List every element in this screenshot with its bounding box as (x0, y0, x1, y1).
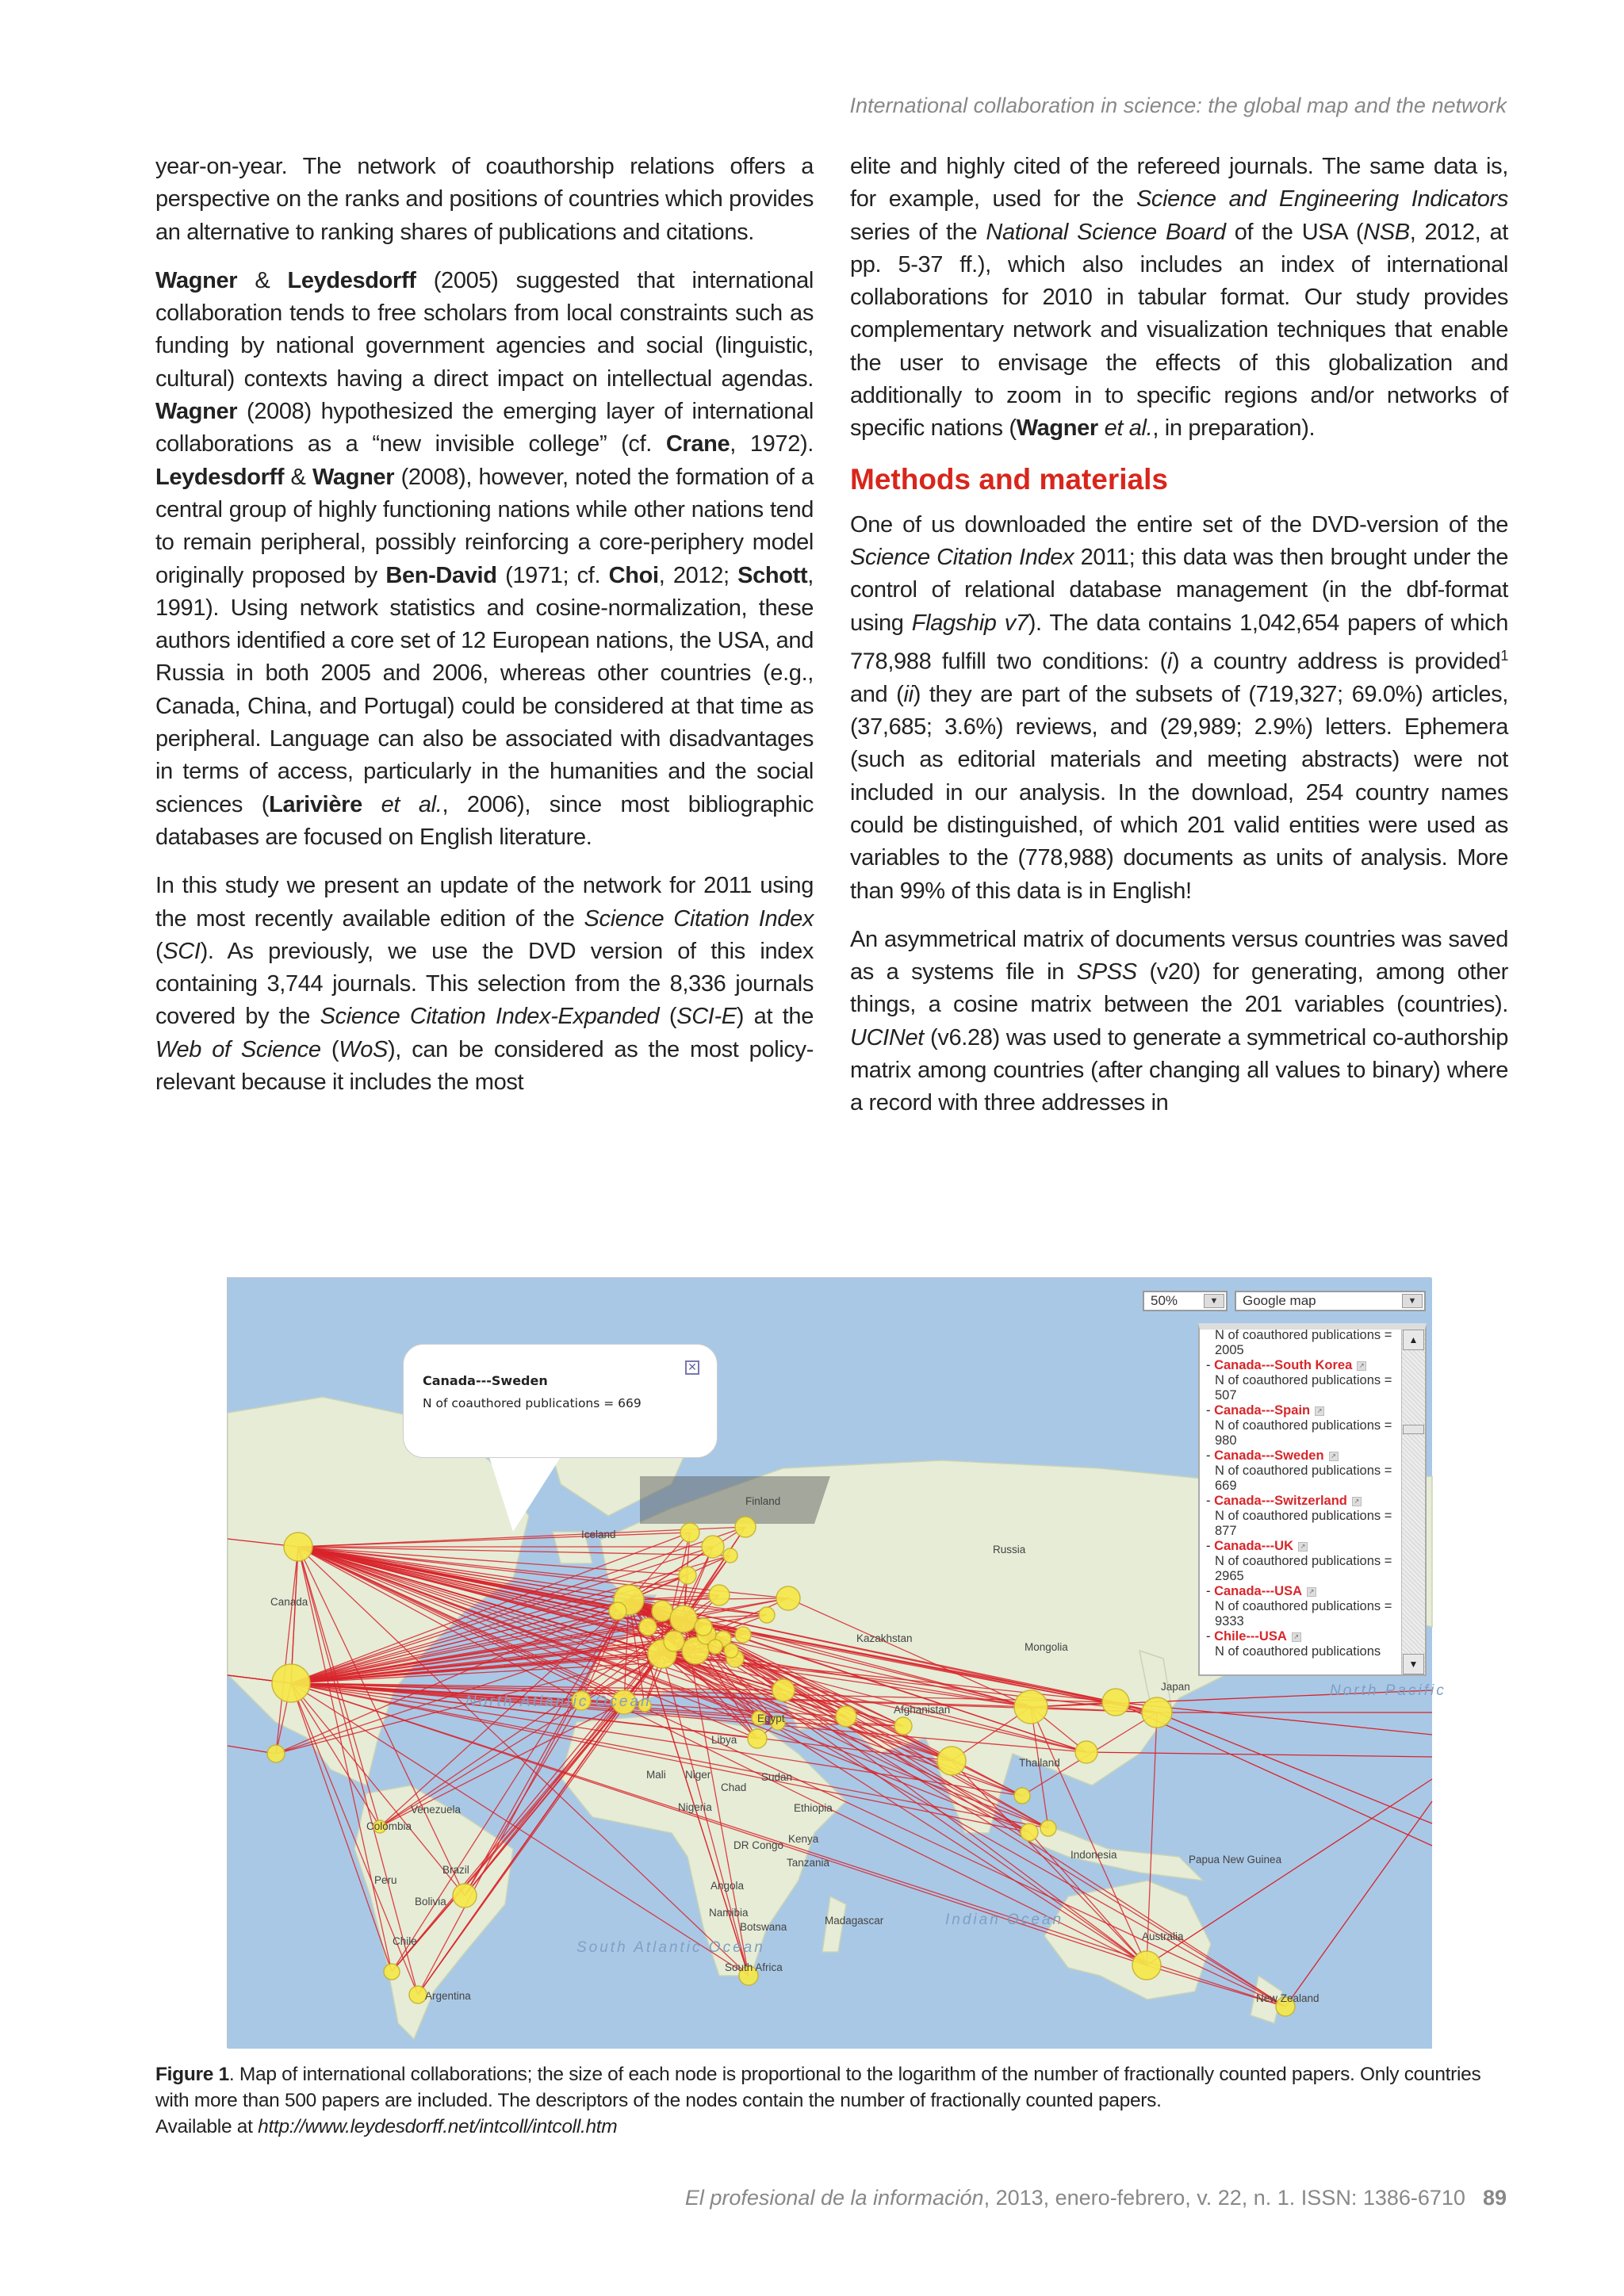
link-value: N of coauthored publications = 507 (1215, 1373, 1392, 1402)
link-list (1206, 1328, 1396, 1659)
text-run: , 1972). (730, 431, 814, 457)
text-run: SCI (163, 938, 201, 964)
text-run: ( (659, 1004, 677, 1030)
text-run: An asymmetrical matrix of documents versus countries was saved as a systems file in (850, 926, 1508, 985)
text-run: & (284, 464, 312, 490)
figure-caption (155, 2061, 1511, 2140)
text-run: ). As previously, we use the DVD version of this index containing 3,744 journals. This selection from the 8,336 journals covered by the (155, 938, 814, 1030)
map-label: Niger (685, 1769, 711, 1781)
country-node (1142, 1697, 1172, 1728)
text-run: UCINet (850, 1024, 924, 1050)
text-run: Science Citation Index-Expanded (320, 1004, 660, 1030)
link-value: N of coauthored publications = 2965 (1215, 1554, 1392, 1583)
country-node (724, 1644, 738, 1658)
country-node (652, 1601, 672, 1621)
text-run: Wagner (1016, 415, 1098, 442)
paragraph (850, 151, 1508, 446)
text-run: (2005) suggested that international collaboration tends to free scholars from local constraints such as funding by national government agencies and social (linguistic, cultural) contexts having a direct impact on intellectual agendas. (155, 267, 814, 392)
country-node (680, 1523, 699, 1542)
map-label: Kenya (788, 1833, 819, 1845)
country-node (772, 1679, 795, 1701)
text-run: ( (155, 938, 163, 964)
text-run: ii (903, 681, 914, 707)
country-node (894, 1717, 912, 1735)
link-value: N of coauthored publications = 877 (1215, 1509, 1392, 1538)
scroll-down-icon[interactable]: ▼ (1403, 1654, 1424, 1674)
info-popup (403, 1344, 718, 1458)
map-label: North Pacific (1330, 1682, 1446, 1699)
text-run: Science Citation Index (584, 905, 814, 932)
text-run: (v6.28) was used to generate a symmetrical co-authorship matrix among countries (after changing all values to binary) where a record with three addresses in (850, 1024, 1508, 1116)
map-label: Egypt (757, 1712, 785, 1724)
chevron-down-icon[interactable]: ▼ (1204, 1294, 1224, 1308)
text-run: , 2012, at pp. 5-37 ff.), which also includes an index of international collaborations for 2010 in tabular format. Our study provides complementary network and visualization techniques that enable the user to envisage the effects of this globalization and additionally to zoom in to specific regions and/or networks of specific nations ( (850, 219, 1508, 442)
country-node (639, 1618, 657, 1636)
external-link-icon[interactable]: ↗ (1352, 1497, 1362, 1506)
map-label: New Zealand (1256, 1992, 1320, 2004)
link-name[interactable]: Canada---Spain (1214, 1403, 1311, 1418)
text-run: Ben-David (385, 562, 497, 588)
country-node (776, 1586, 800, 1610)
text-run: Wagner (155, 399, 238, 425)
text-run: ). The data contains 1,042,654 papers of which 778,988 fulfill two conditions: ( (850, 610, 1508, 675)
link-list-item[interactable]: - Canada---South Korea ↗ N of coauthored publications = 507 (1206, 1358, 1396, 1403)
link-value: N of coauthored publications = 669 (1215, 1464, 1392, 1493)
text-run: One of us downloaded the entire set of the DVD-version of the (850, 511, 1508, 538)
text-run: , 2012; (658, 562, 738, 588)
paragraph (850, 924, 1508, 1120)
country-node (1021, 1823, 1038, 1841)
text-run: ) a country address is provided (1171, 649, 1501, 675)
map-label: Australia (1142, 1931, 1184, 1942)
scrollbar-thumb[interactable] (1403, 1425, 1424, 1434)
link-name[interactable]: Canada---Switzerland (1214, 1494, 1347, 1508)
popup-text: N of coauthored publications = 669 (423, 1396, 642, 1410)
close-icon[interactable]: ✕ (685, 1360, 699, 1375)
map-label: South Africa (725, 1961, 783, 1973)
text-run: 1 (1500, 647, 1508, 664)
maptype-select[interactable] (1235, 1291, 1426, 1311)
map-label: Bolivia (415, 1896, 446, 1908)
scroll-up-icon[interactable]: ▲ (1403, 1330, 1424, 1350)
text-run: NSB (1363, 219, 1410, 245)
text-run (362, 792, 381, 817)
country-node (384, 1964, 400, 1980)
country-node (759, 1607, 775, 1623)
text-run: Science Citation Index (850, 544, 1074, 570)
link-name[interactable]: Canada---Sweden (1214, 1448, 1324, 1463)
map-label: Argentina (425, 1990, 471, 2002)
external-link-icon[interactable]: ↗ (1307, 1587, 1316, 1597)
map-label: Brazil (442, 1864, 469, 1876)
map-label: Madagascar (825, 1915, 884, 1927)
text-run: Leydesdorff (155, 464, 285, 490)
paragraph (155, 265, 814, 854)
link-value: N of coauthored publications = 2005 (1215, 1328, 1392, 1357)
map-label: South Atlantic Ocean (576, 1939, 765, 1956)
text-run: Schott (737, 562, 808, 588)
link-list-item[interactable]: - Canada---UK ↗ N of coauthored publications = 2965 (1206, 1539, 1396, 1584)
journal-name: El profesional de la información (684, 2186, 984, 2210)
page-footer (685, 2186, 1507, 2210)
country-node (664, 1631, 684, 1651)
text-run: and ( (850, 681, 904, 707)
link-name[interactable]: Chile---USA (1214, 1629, 1287, 1644)
map-label: Ethiopia (794, 1802, 833, 1814)
chevron-down-icon[interactable]: ▼ (1402, 1294, 1423, 1308)
country-node (453, 1884, 477, 1908)
maptype-select-value: Google map (1243, 1293, 1316, 1308)
country-node (1102, 1689, 1129, 1716)
caption-available: Available at (155, 2116, 259, 2137)
text-run: Web of Science (155, 1036, 321, 1062)
map-label: Papua New Guinea (1189, 1854, 1282, 1866)
link-name[interactable]: Canada---USA (1214, 1584, 1303, 1598)
country-node (1014, 1788, 1030, 1804)
right-column-top (850, 151, 1508, 446)
popup-shadow (640, 1476, 830, 1524)
map-label: Chile (393, 1935, 417, 1947)
map-label: Namibia (709, 1907, 749, 1919)
external-link-icon[interactable]: ↗ (1329, 1452, 1339, 1461)
text-run: ), can be considered as the most policy-relevant because it includes the most (155, 1036, 814, 1096)
map-label: Sudan (761, 1771, 793, 1783)
text-run: National Science Board (986, 219, 1226, 245)
country-node (695, 1618, 712, 1636)
map-label: Mongolia (1025, 1641, 1068, 1653)
zoom-select[interactable] (1143, 1291, 1228, 1311)
caption-label: Figure 1 (155, 2064, 229, 2085)
country-node (284, 1533, 312, 1561)
country-node (267, 1745, 285, 1762)
map-label: Indian Ocean (945, 1911, 1064, 1928)
link-list-item[interactable]: - Canada---USA ↗ N of coauthored publications = 9333 (1206, 1584, 1396, 1629)
country-node (609, 1602, 626, 1620)
link-value: N of coauthored publications = 980 (1215, 1418, 1392, 1448)
map-label: DR Congo (733, 1839, 784, 1851)
text-run: ) they are part of the subsets of (719,327; 69.0%) articles, (37,685; 3.6%) reviews, and (29,989; 2.9%) letters. Ephemera (such as editorial materials and meeting abstracts) were not included in our analysis. In the download, 254 country names could be distinguished, of which 201 valid entities were used as variables to the (778,988) documents as units of analysis. More than 99% of this data is in English! (850, 681, 1508, 904)
text-run: of the USA ( (1225, 219, 1364, 245)
external-link-icon[interactable]: ↗ (1357, 1361, 1366, 1371)
journal-details: , 2013, enero-febrero, v. 22, n. 1. ISSN: 1386-6710 (983, 2186, 1465, 2210)
map-label: Mali (646, 1769, 666, 1781)
text-run: SCI-E (676, 1004, 737, 1030)
country-node (709, 1585, 730, 1605)
text-run: , in preparation). (1152, 415, 1316, 442)
country-node (679, 1567, 696, 1584)
paragraph (850, 509, 1508, 908)
country-node (708, 1640, 722, 1654)
country-node (735, 1627, 751, 1643)
text-run: et al. (381, 791, 442, 817)
map-label: Peru (374, 1874, 397, 1886)
text-run: SPSS (1076, 959, 1137, 985)
paragraph (155, 151, 814, 249)
text-run: & (237, 267, 288, 293)
map-label: Thailand (1019, 1757, 1060, 1769)
right-column-bottom (850, 509, 1508, 1120)
right-column (850, 151, 1508, 1136)
external-link-icon[interactable]: ↗ (1315, 1406, 1324, 1416)
text-run: i (1166, 649, 1172, 675)
country-node (1132, 1951, 1161, 1980)
running-head: International collaboration in science: the global map and the network (849, 94, 1507, 117)
external-link-icon[interactable]: ↗ (1292, 1632, 1301, 1642)
collaboration-map[interactable] (227, 1277, 1446, 2048)
country-node (1040, 1820, 1056, 1836)
section-heading: Methods and materials (850, 462, 1168, 496)
popup-title: Canada---Sweden (423, 1373, 548, 1388)
link-list-item[interactable]: - Canada---Spain ↗ N of coauthored publications = 980 (1206, 1403, 1396, 1448)
text-run: 2011; this data was then brought under the control of relational database management (in the dbf-format using (850, 544, 1508, 636)
text-run (1098, 415, 1105, 441)
map-label: North Atlantic Ocean (465, 1693, 652, 1710)
country-node (937, 1747, 966, 1775)
text-run: WoS (339, 1036, 388, 1062)
text-run: Crane (665, 431, 730, 457)
map-label: Libya (711, 1734, 737, 1746)
country-node (702, 1536, 724, 1558)
link-list-panel[interactable] (1198, 1323, 1427, 1676)
map-label: Colombia (366, 1820, 412, 1832)
map-label: Nigeria (678, 1801, 712, 1813)
link-list-item[interactable]: - Chile---USA ↗ N of coauthored publications (1206, 1629, 1396, 1659)
map-label: Botswana (740, 1921, 787, 1933)
country-node (1014, 1690, 1048, 1724)
external-link-icon[interactable]: ↗ (1298, 1542, 1308, 1552)
map-label: Canada (270, 1596, 308, 1608)
text-run: Choi (608, 562, 659, 588)
text-run: , 1991). Using network statistics and cosine-normalization, these authors identified a core set of 12 European nations, the USA, and Russia in both 2005 and 2006, whereas other countries (e.g., Canada, China, and Portugal) could be considered at that time as peripheral. Language can also be associated with disadvantages in terms of access, particularly in the humanities and the social sciences ( (155, 562, 814, 817)
country-node (409, 1986, 427, 2003)
map-label: Japan (1161, 1681, 1190, 1693)
text-run: year-on-year. The network of coauthorship relations offers a perspective on the ranks and positions of countries which provides an alternative to ranking shares of publications and citations. (155, 154, 814, 245)
map-label: Tanzania (787, 1857, 830, 1869)
map-label: Venezuela (411, 1804, 462, 1816)
country-node (723, 1548, 737, 1563)
text-run: Larivière (269, 791, 362, 817)
text-run: (v20) for generating, among other things, a cosine matrix between the 201 variables (countries). (850, 959, 1508, 1018)
text-run: Science and Engineering Indicators (1136, 186, 1508, 212)
text-run: elite and highly cited of the refereed journals. The same data is, for example, used for the (850, 154, 1508, 212)
paragraph (155, 870, 814, 1099)
text-run: ( (320, 1036, 339, 1062)
map-label: Iceland (581, 1529, 616, 1540)
text-run: (2008), however, noted the formation of a central group of highly functioning nations while other nations tend to remain peripheral, possibly reinforcing a core-periphery model originally proposed by (155, 464, 814, 588)
text-run: Flagship v7 (911, 610, 1028, 636)
scrollbar[interactable] (1401, 1330, 1425, 1674)
link-list-item[interactable]: - Canada---Sweden ↗ N of coauthored publications = 669 (1206, 1448, 1396, 1494)
country-node (1075, 1741, 1097, 1763)
caption-url-link[interactable]: http://www.leydesdorff.net/intcoll/intcoll.htm (258, 2116, 618, 2137)
text-run: In this study we present an update of the network for 2011 using the most recently available edition of the (155, 873, 814, 932)
text-run: ) at the (736, 1004, 814, 1030)
text-run: series of the (850, 219, 986, 245)
country-node (748, 1729, 767, 1748)
map-label: Chad (721, 1781, 747, 1793)
text-run: Wagner (155, 267, 238, 293)
link-value: N of coauthored publications = 9333 (1215, 1599, 1392, 1628)
text-run: et al. (1104, 415, 1153, 442)
link-name[interactable]: Canada---UK (1214, 1539, 1294, 1553)
map-label: Indonesia (1071, 1849, 1117, 1861)
text-run: (1971; cf. (496, 562, 609, 588)
map-label: Angola (710, 1880, 745, 1892)
link-list-item[interactable]: - Canada---Switzerland ↗ N of coauthored publications = 877 (1206, 1494, 1396, 1539)
map-label: Afghanistan (894, 1704, 951, 1716)
country-node (836, 1706, 856, 1727)
country-node (272, 1664, 310, 1702)
map-label: Russia (993, 1544, 1026, 1556)
country-node (670, 1605, 697, 1632)
left-column (155, 151, 814, 1115)
text-run: Wagner (312, 464, 395, 490)
map-label: Finland (745, 1495, 781, 1507)
map-label: Kazakhstan (856, 1632, 913, 1644)
zoom-select-value: 50% (1151, 1293, 1178, 1308)
text-run: , 2006), since most bibliographic databases are focused on English literature. (155, 791, 814, 850)
text-run: (2008) hypothesized the emerging layer of international collaborations as a “new invisible college” (cf. (155, 399, 814, 457)
text-run: Leydesdorff (287, 267, 416, 293)
link-value: N of coauthored publications (1215, 1644, 1381, 1659)
caption-text: . Map of international collaborations; the size of each node is proportional to the logarithm of the number of fractionally counted papers. Only countries with more than 500 papers are included. The descriptors of the nodes contain the number of fractionally counted papers. (155, 2064, 1481, 2111)
link-name[interactable]: Canada---South Korea (1214, 1358, 1353, 1372)
country-node (735, 1517, 756, 1537)
page-number: 89 (1482, 2186, 1507, 2210)
